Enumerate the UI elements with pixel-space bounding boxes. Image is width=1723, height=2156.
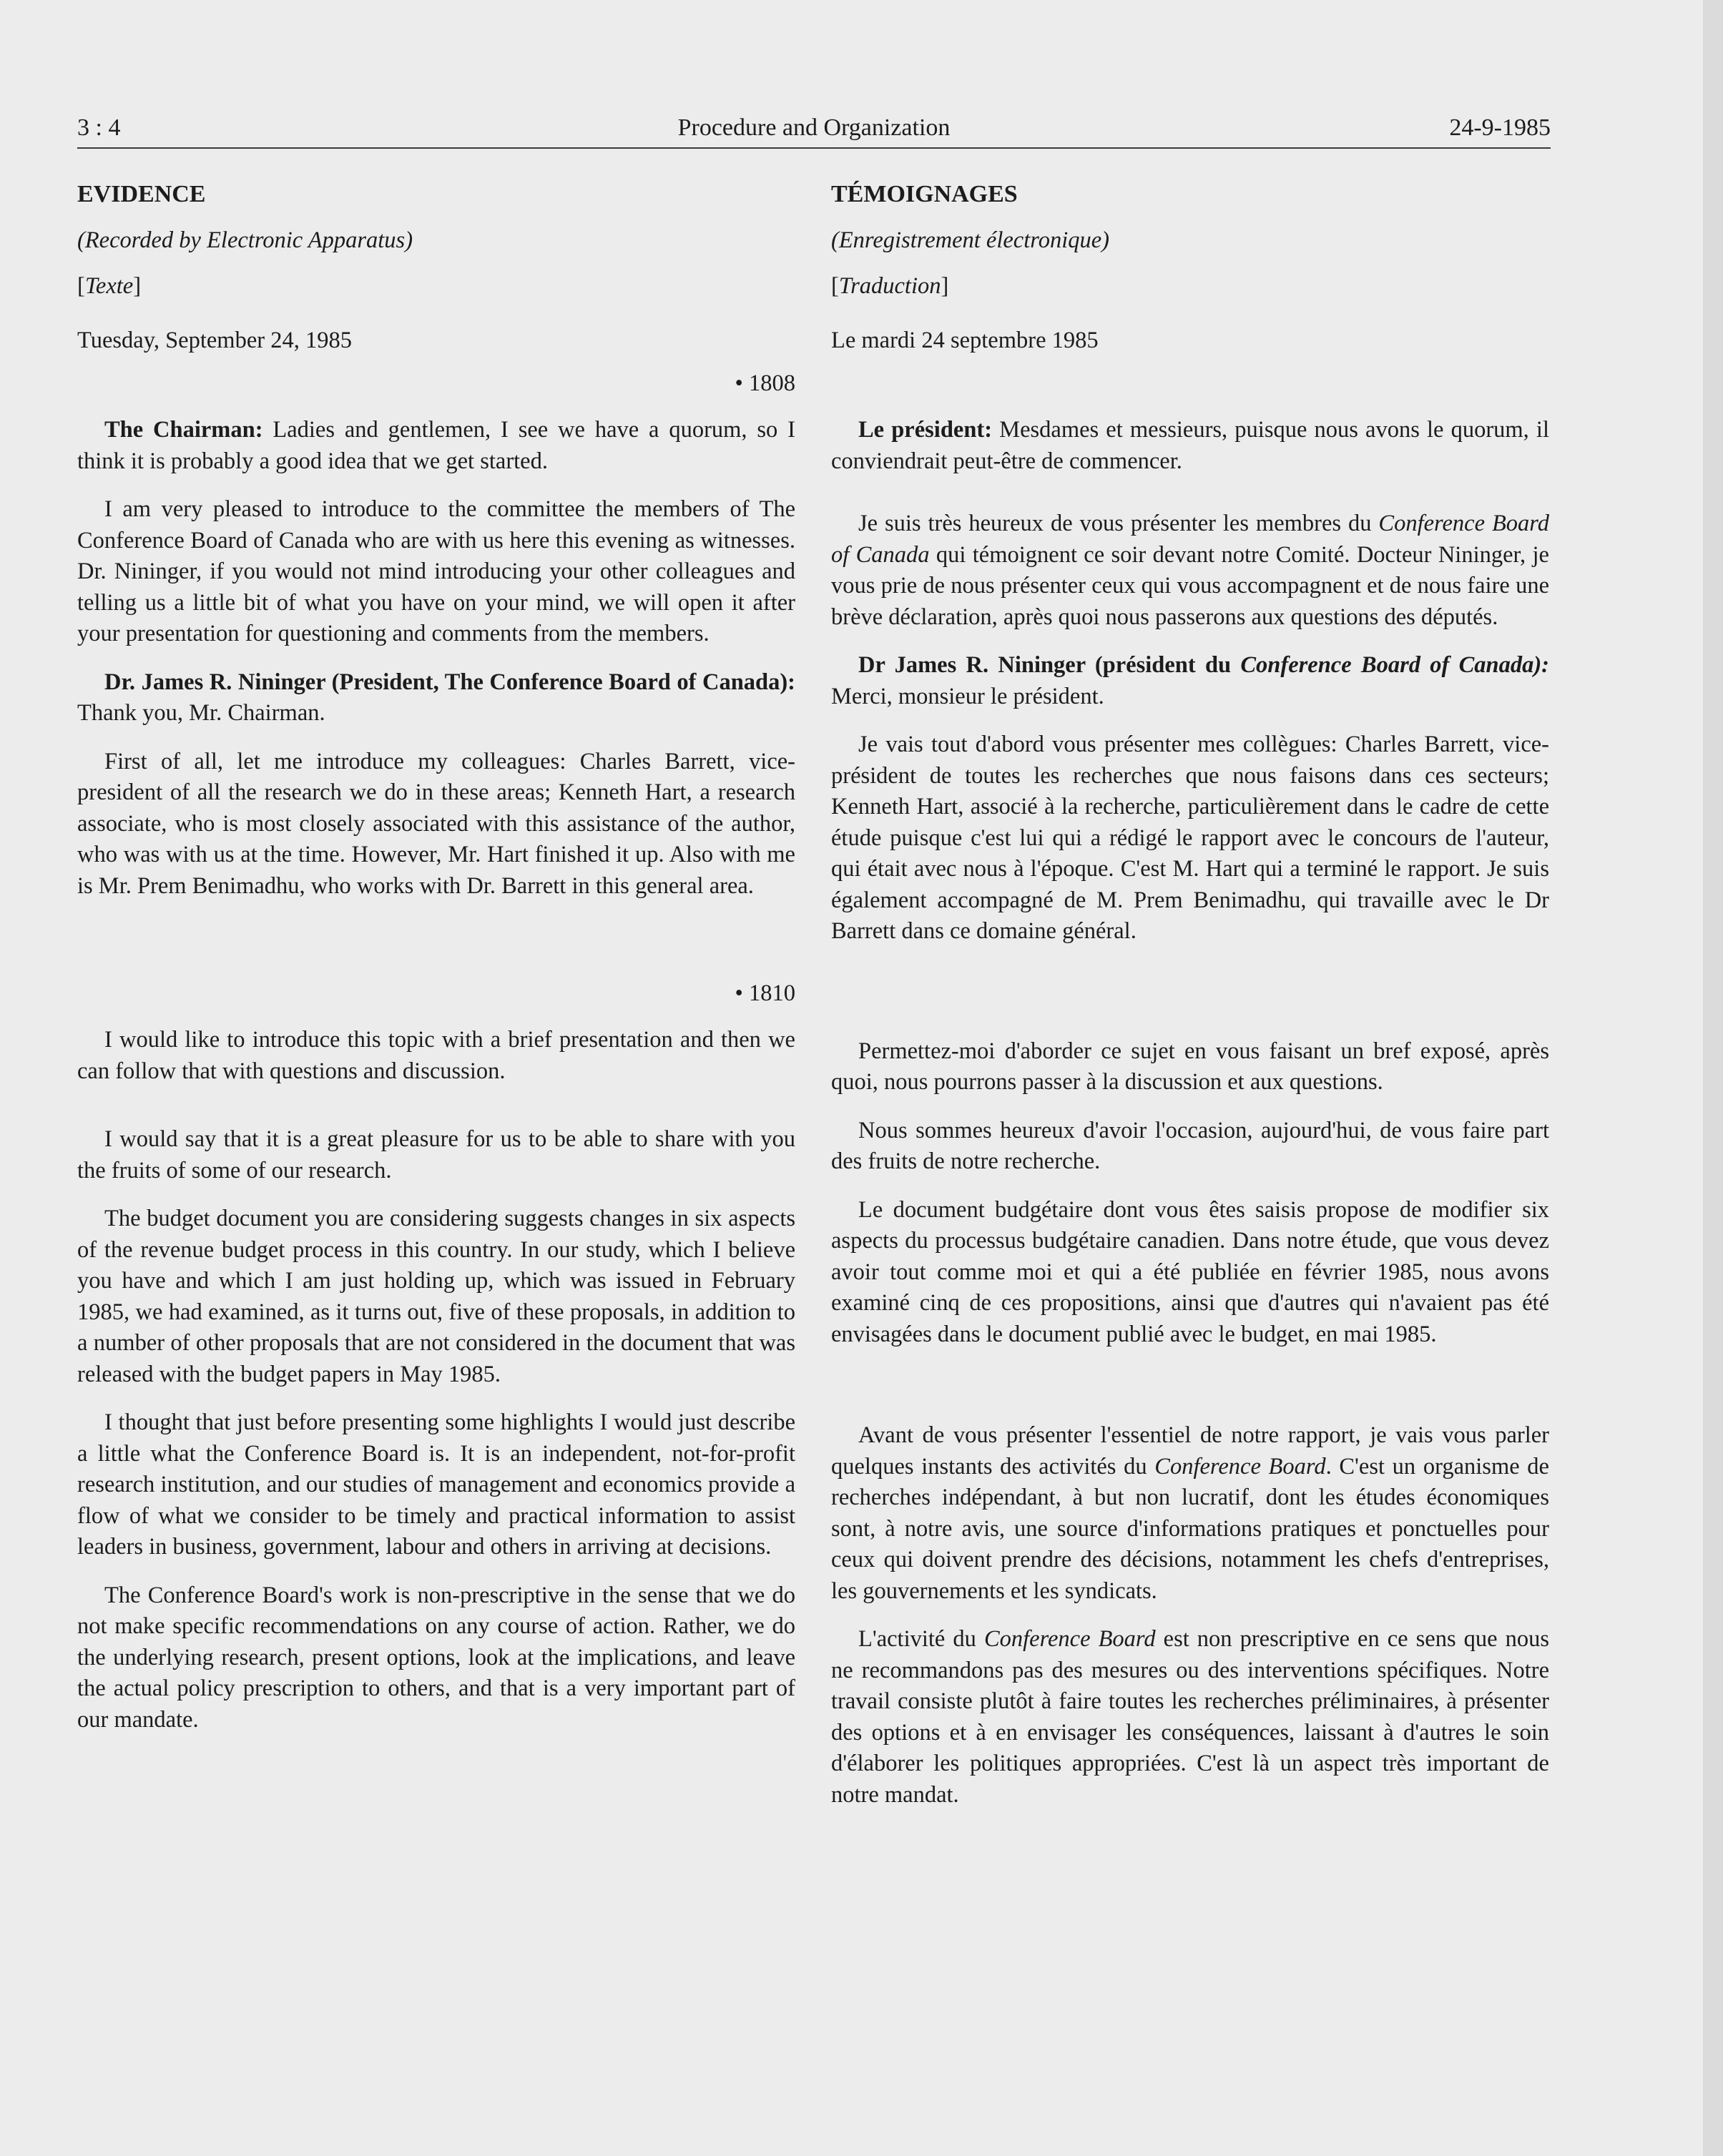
paragraph: I would say that it is a great pleasure for us to be able to share with you the fruits of some of our research. [77, 1126, 795, 1183]
text-marker-word: Traduction [838, 273, 941, 299]
paragraph: I thought that just before presenting some highlights I would just describe a little what the Conference Board is. It is an independent, not-for-profit research institution, and our studies of management and economics provide a flow of what we consider to be timely and practical information to assist leaders in business, government, labour and others in arriving at decisions. [77, 1409, 795, 1560]
french-column [831, 179, 1549, 1828]
text-marker-word: Texte [84, 273, 134, 299]
text-run: qui témoignent ce soir devant notre Comité. Docteur Nininger, je vous prie de nous présenter ceux qui vous accompagnent et de nous faire une brève déclaration, après quoi nous passerons aux questions des députés. [831, 541, 1549, 630]
page-number: 3 : 4 [77, 114, 121, 141]
organization-name: Conference Board [983, 1626, 1156, 1652]
section-heading: EVIDENCE [77, 181, 206, 207]
paragraph: I would like to introduce this topic with a brief presentation and then we can follow that with questions and discussion. [77, 1027, 795, 1084]
paragraph [77, 667, 795, 729]
text-run: . C'est un organisme de recherches indépendant, à but non lucratif, dont les études économiques sont, à notre avis, une source d'informations pratiques et ponctuelles pour ceux qui doivent prendre des décisions, notamment les chefs d'entreprises, les gouvernements et les syndicats. [831, 1453, 1549, 1604]
speaker-name: Le président: [858, 417, 993, 443]
paragraph: First of all, let me introduce my colleagues: Charles Barrett, vice-president of all the research we do in these areas; Kenneth Hart, a research associate, who is most closely associated with this assistance of the author, who was with us at the time. However, Mr. Hart finished it up. Also with me is Mr. Prem Benimadhu, who works with Dr. Barrett in this general area. [77, 748, 795, 899]
text-run: Avant de vous présenter l'essentiel de notre rapport, je vais vous parler quelques instants des activités du [831, 1422, 1549, 1480]
header-rule [77, 147, 1551, 149]
paragraph [831, 650, 1549, 712]
paragraph: Permettez-moi d'aborder ce sujet en vous faisant un bref exposé, après quoi, nous pourrons passer à la discussion et aux questions. [831, 1038, 1549, 1095]
header-date: 24-9-1985 [1449, 114, 1551, 141]
speaker-name: Dr. James R. Nininger (President, The Conference Board of Canada): [104, 669, 795, 695]
speaker-name: The Chairman: [104, 417, 263, 443]
paragraph [831, 1624, 1549, 1811]
speaker-name: Dr James R. Nininger (président du [858, 652, 1241, 678]
page-header [77, 114, 1551, 149]
speaker-organization: Conference Board of Canada): [1240, 652, 1549, 678]
english-column [77, 179, 795, 1753]
session-date: Le mardi 24 septembre 1985 [831, 328, 1099, 353]
speech-text: Thank you, Mr. Chairman. [77, 700, 325, 726]
session-date: Tuesday, September 24, 1985 [77, 328, 352, 353]
paragraph [77, 415, 795, 477]
paragraph: The budget document you are considering suggests changes in six aspects of the revenue budget process in this country. In our study, which I believe you have and which I am just holding up, which was issued in February 1985, we had examined, as it turns out, five of these proposals, in addition to a number of other proposals that are not considered in the document that was released with the budget papers in May 1985. [77, 1206, 795, 1387]
paragraph [831, 1420, 1549, 1607]
organization-name: Conference Board [1154, 1453, 1326, 1480]
paragraph: I am very pleased to introduce to the committee the members of The Conference Board of Canada who are with us here this evening as witnesses. Dr. Nininger, if you would not mind introducing your other colleagues and telling us a little bit of what you have on your mind, we will open it after your presentation for questioning and comments from the members. [77, 496, 795, 646]
text-run: est non prescriptive en ce sens que nous ne recommandons pas des mesures ou des interventions spécifiques. Notre travail consiste plutôt à faire toutes les recherches préliminaires, à présenter des options et à en envisager les conséquences, laissant à d'autres le soin d'élaborer les politiques appropriées. C'est là un aspect très important de notre mandat. [831, 1626, 1549, 1808]
timestamp: • 1810 [735, 980, 795, 1006]
text-run: Je suis très heureux de vous présenter les membres du [858, 511, 1379, 536]
organization-name: Conference Board of Canada [831, 511, 1549, 568]
paragraph [831, 508, 1549, 633]
text-run: L'activité du [858, 1626, 984, 1652]
paragraph [831, 415, 1549, 477]
text-marker: [Traduction] [831, 273, 949, 299]
paragraph: Le document budgétaire dont vous êtes saisis propose de modifier six aspects du processus budgétaire canadien. Dans notre étude, que vous devez avoir tout comme moi et qui a été publiée en février 1985, nous avons examiné cinq de ces propositions, ainsi que d'autres qui n'avaient pas été envisagées dans le document publié avec le budget, en mai 1985. [831, 1196, 1549, 1347]
section-heading: TÉMOIGNAGES [831, 181, 1018, 207]
header-title: Procedure and Organization [677, 114, 951, 141]
section-subheading: (Enregistrement électronique) [831, 227, 1109, 253]
paragraph: The Conference Board's work is non-prescriptive in the sense that we do not make specific recommendations on any course of action. Rather, we do the underlying research, present options, look at the implications, and leave the actual policy prescription to others, and that is a very important part of our mandate. [77, 1582, 795, 1733]
timestamp: • 1808 [735, 370, 795, 396]
section-subheading: (Recorded by Electronic Apparatus) [77, 227, 413, 253]
paragraph: Nous sommes heureux d'avoir l'occasion, aujourd'hui, de vous faire part des fruits de notre recherche. [831, 1117, 1549, 1174]
paragraph: Je vais tout d'abord vous présenter mes collègues: Charles Barrett, vice-président de toutes les recherches que nous faisons dans ces secteurs; Kenneth Hart, associé à la recherche, particulièrement dans le cadre de cette étude puisque c'est lui qui a rédigé le rapport avec le concours de l'auteur, qui était avec nous à l'époque. C'est M. Hart qui a terminé le rapport. Je suis également accompagné de M. Prem Benimadhu, qui travaille avec le Dr Barrett dans ce domaine général. [831, 732, 1549, 944]
text-marker: [Texte] [77, 273, 142, 299]
page-edge [1703, 0, 1723, 2156]
speech-text: Ladies and gentlemen, I see we have a quorum, so I think it is probably a good idea that we get started. [77, 417, 795, 474]
speech-text: Merci, monsieur le président. [831, 683, 1104, 709]
speech-text: Mesdames et messieurs, puisque nous avons le quorum, il conviendrait peut-être de commencer. [831, 417, 1549, 474]
